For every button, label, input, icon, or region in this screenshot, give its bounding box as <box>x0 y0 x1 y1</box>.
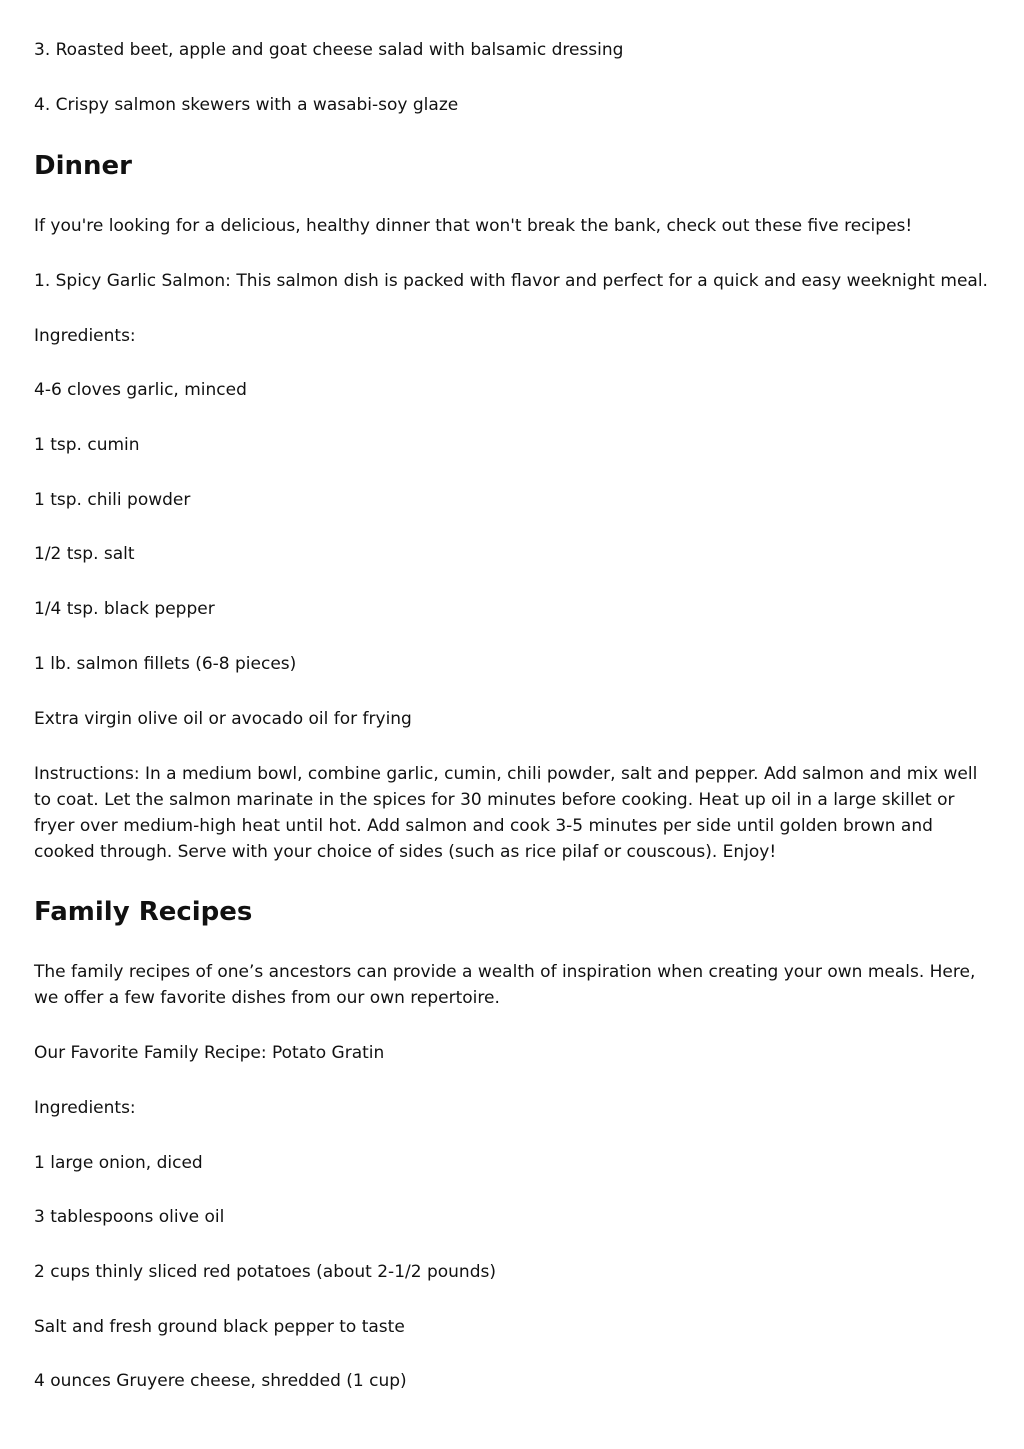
dinner-ingredient-item: 1 tsp. chili powder <box>34 490 191 510</box>
family-recipes-heading: Family Recipes <box>34 897 253 927</box>
dinner-ingredient-item: Extra virgin olive oil or avocado oil for frying <box>34 709 412 729</box>
dinner-instructions: Instructions: In a medium bowl, combine garlic, cumin, chili powder, salt and pepper. Add salmon and mix well to coat. Let the salmon marinate in the spices for 30 minutes before cooking. Heat up oil in a large skillet or fryer over medium-high heat until hot. Add salmon and cook 3-5 minutes per side until golden brown and cooked through. Serve with your choice of sides (such as rice pilaf or couscous). Enjoy! <box>34 764 978 862</box>
dinner-ingredient-item: 1 tsp. cumin <box>34 435 140 455</box>
lunch-list-item-3: 3. Roasted beet, apple and goat cheese salad with balsamic dressing <box>34 40 624 60</box>
family-intro: The family recipes of one’s ancestors can provide a wealth of inspiration when creating your own meals. Here, we offer a few favorite dishes from our own repertoire. <box>34 962 976 1008</box>
dinner-ingredients-label: Ingredients: <box>34 326 136 346</box>
lunch-list-item-4: 4. Crispy salmon skewers with a wasabi-soy glaze <box>34 95 459 115</box>
dinner-heading: Dinner <box>34 151 132 181</box>
dinner-ingredient-item: 1/4 tsp. black pepper <box>34 599 215 619</box>
family-ingredient-item: 3 tablespoons olive oil <box>34 1207 225 1227</box>
dinner-recipe-1-title: 1. Spicy Garlic Salmon: This salmon dish is packed with flavor and perfect for a quick and easy weeknight meal. <box>34 271 988 291</box>
family-ingredient-item: 4 ounces Gruyere cheese, shredded (1 cup) <box>34 1371 407 1391</box>
dinner-intro: If you're looking for a delicious, healthy dinner that won't break the bank, check out these five recipes! <box>34 216 913 236</box>
dinner-ingredient-item: 1/2 tsp. salt <box>34 544 135 564</box>
family-ingredient-item: 1 large onion, diced <box>34 1153 203 1173</box>
dinner-ingredient-item: 4-6 cloves garlic, minced <box>34 380 247 400</box>
family-ingredient-item: Salt and fresh ground black pepper to taste <box>34 1317 405 1337</box>
family-favorite-title: Our Favorite Family Recipe: Potato Gratin <box>34 1043 385 1063</box>
family-ingredient-item: 2 cups thinly sliced red potatoes (about 2-1/2 pounds) <box>34 1262 496 1282</box>
dinner-ingredient-item: 1 lb. salmon fillets (6-8 pieces) <box>34 654 297 674</box>
family-ingredients-label: Ingredients: <box>34 1098 136 1118</box>
